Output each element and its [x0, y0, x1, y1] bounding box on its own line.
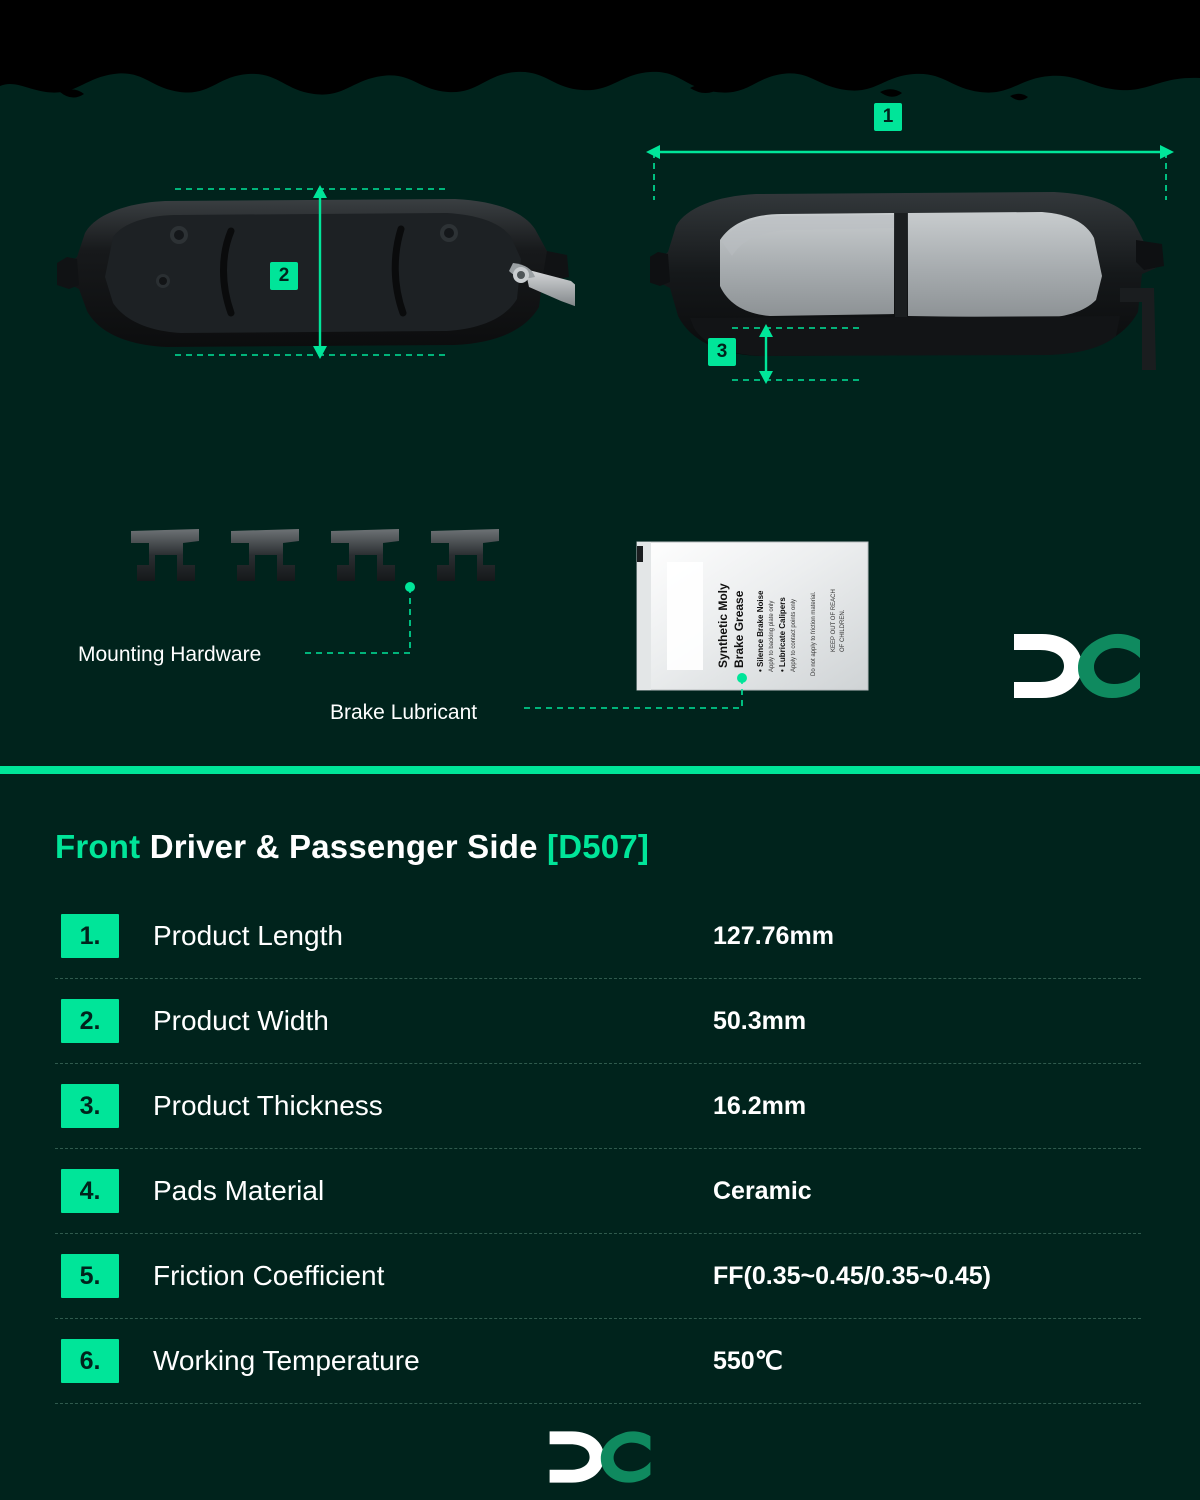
row-number: 6.	[61, 1339, 119, 1383]
row-value: Ceramic	[713, 1176, 812, 1205]
row-number: 3.	[61, 1084, 119, 1128]
row-number: 5.	[61, 1254, 119, 1298]
row-value: FF(0.35~0.45/0.35~0.45)	[713, 1261, 991, 1290]
dimension-marker-2: 2	[270, 262, 298, 290]
dimension-marker-3: 3	[708, 338, 736, 366]
row-value: 16.2mm	[713, 1091, 807, 1120]
title-main: Driver & Passenger Side	[149, 828, 538, 865]
row-label: Product Width	[153, 1005, 329, 1036]
row-value: 550℃	[713, 1347, 783, 1375]
row-value: 127.76mm	[713, 921, 834, 950]
dimension-marker-1: 1	[874, 103, 902, 131]
row-label: Product Length	[153, 920, 343, 951]
row-label: Pads Material	[153, 1175, 325, 1206]
length-dimension-guide	[640, 96, 1180, 206]
svg-text:Synthetic Moly: Synthetic Moly	[716, 583, 730, 668]
row-value: 50.3mm	[713, 1006, 807, 1035]
row-number: 4.	[61, 1169, 119, 1213]
brand-logo-icon	[1012, 630, 1142, 702]
width-dimension-guide	[55, 175, 575, 395]
brand-logo-footer-icon	[548, 1428, 652, 1486]
svg-text:Apply to backing plate only: Apply to backing plate only	[769, 600, 775, 672]
mounting-hardware-label: Mounting Hardware	[78, 643, 262, 666]
title-code: [D507]	[547, 828, 650, 865]
lubricant-callout-line	[520, 668, 760, 718]
row-number: 1.	[61, 914, 119, 958]
table-row	[55, 1064, 1141, 1149]
table-row	[55, 979, 1141, 1064]
table-row	[55, 1319, 1141, 1404]
page-title	[55, 828, 649, 866]
table-row	[55, 1234, 1141, 1319]
hardware-callout-line	[300, 575, 440, 665]
svg-text:• Lubricate Calipers: • Lubricate Calipers	[778, 597, 787, 672]
svg-text:Brake Grease: Brake Grease	[732, 590, 746, 668]
table-row	[55, 894, 1141, 979]
section-divider	[0, 766, 1200, 774]
svg-text:Apply to contact points only: Apply to contact points only	[791, 598, 797, 672]
specifications-panel	[0, 774, 1200, 1500]
svg-text:• Silence Brake Noise: • Silence Brake Noise	[756, 590, 765, 672]
brake-lubricant-label: Brake Lubricant	[330, 701, 478, 724]
table-row	[55, 1149, 1141, 1234]
title-prefix: Front	[55, 828, 141, 865]
row-label: Friction Coefficient	[153, 1260, 385, 1291]
row-label: Working Temperature	[153, 1345, 420, 1376]
svg-text:Do not apply to friction mater: Do not apply to friction material.	[811, 591, 817, 676]
svg-text:OF CHILDREN.: OF CHILDREN.	[840, 609, 846, 652]
row-label: Product Thickness	[153, 1090, 383, 1121]
svg-text:KEEP OUT OF REACH: KEEP OUT OF REACH	[831, 589, 837, 652]
row-number: 2.	[61, 999, 119, 1043]
spec-table	[55, 894, 1141, 1404]
